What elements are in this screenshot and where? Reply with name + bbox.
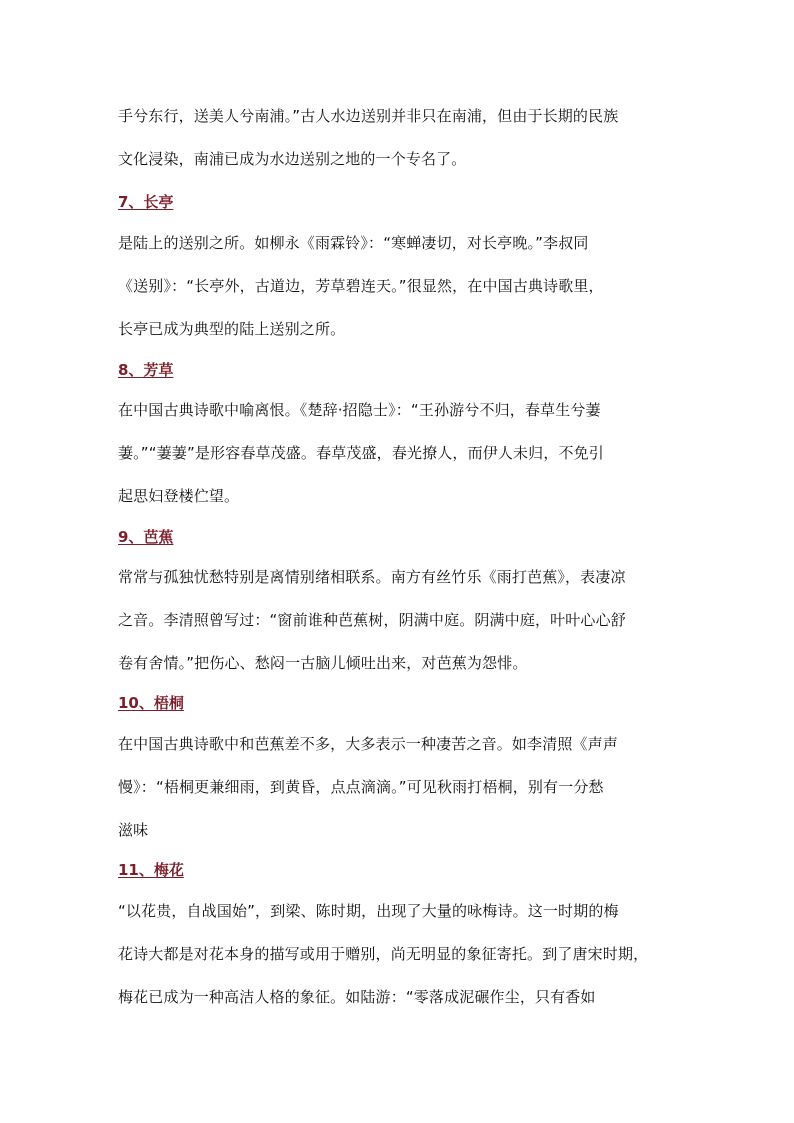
body-text-line: 之音。李清照曾写过：“窗前谁种芭蕉树，阴满中庭。阴满中庭，叶叶心心舒 [118, 611, 626, 629]
section-heading-meihua [118, 860, 184, 880]
body-text-line: 《送别》：“长亭外，古道边，芳草碧连天。”很显然，在中国古典诗歌里， [118, 277, 604, 295]
body-text-line: “以花贵，自战国始”，到梁、陈时期，出现了大量的咏梅诗。这一时期的梅 [118, 902, 619, 920]
section-heading-label: 9、芭蕉 [118, 528, 174, 546]
body-text-line: 长亭已成为典型的陆上送别之所。 [118, 320, 346, 338]
body-text-line: 萋。”“萋萋”是形容春草茂盛。春草茂盛，春光撩人，而伊人未归，不免引 [118, 444, 604, 462]
body-text-line: 文化浸染，南浦已成为水边送别之地的一个专名了。 [118, 150, 467, 168]
section-heading-label: 11、梅花 [118, 861, 184, 879]
body-text-line: 花诗大都是对花本身的描写或用于赠别，尚无明显的象征寄托。到了唐宋时期， [118, 945, 649, 963]
body-text-line: 起思妇登楼伫望。 [118, 487, 240, 505]
section-heading-label: 8、芳草 [118, 361, 174, 379]
body-text-line: 是陆上的送别之所。如柳永《雨霖铃》：“寒蝉凄切，对长亭晚。”李叔同 [118, 234, 589, 252]
body-text-line: 常常与孤独忧愁特别是离情别绪相联系。南方有丝竹乐《雨打芭蕉》，表凄凉 [118, 568, 626, 586]
body-text-line: 梅花已成为一种高洁人格的象征。如陆游：“零落成泥碾作尘，只有香如 [118, 988, 596, 1006]
section-heading-label: 10、梧桐 [118, 694, 184, 712]
body-text-line: 手兮东行，送美人兮南浦。”古人水边送别并非只在南浦，但由于长期的民族 [118, 107, 619, 125]
section-heading-fangcao [118, 360, 173, 380]
section-heading-wutong [118, 693, 184, 713]
body-text-line: 慢》：“梧桐更兼细雨，到黄昏，点点滴滴。”可见秋雨打梧桐，别有一分愁 [118, 778, 604, 796]
section-heading-bajiao [118, 527, 173, 547]
body-text-line: 卷有舍情。”把伤心、愁闷一古脑儿倾吐出来，对芭蕉为怨悱。 [118, 654, 528, 672]
body-text-line: 在中国古典诗歌中和芭蕉差不多，大多表示一种凄苦之音。如李清照《声声 [118, 735, 618, 753]
section-heading-label: 7、长亭 [118, 193, 174, 211]
section-heading-changting [118, 192, 173, 212]
body-text-line: 在中国古典诗歌中喻离恨。《楚辞·招隐士》：“王孙游兮不归，春草生兮萋 [118, 401, 601, 419]
body-text-line: 滋味 [118, 821, 149, 839]
